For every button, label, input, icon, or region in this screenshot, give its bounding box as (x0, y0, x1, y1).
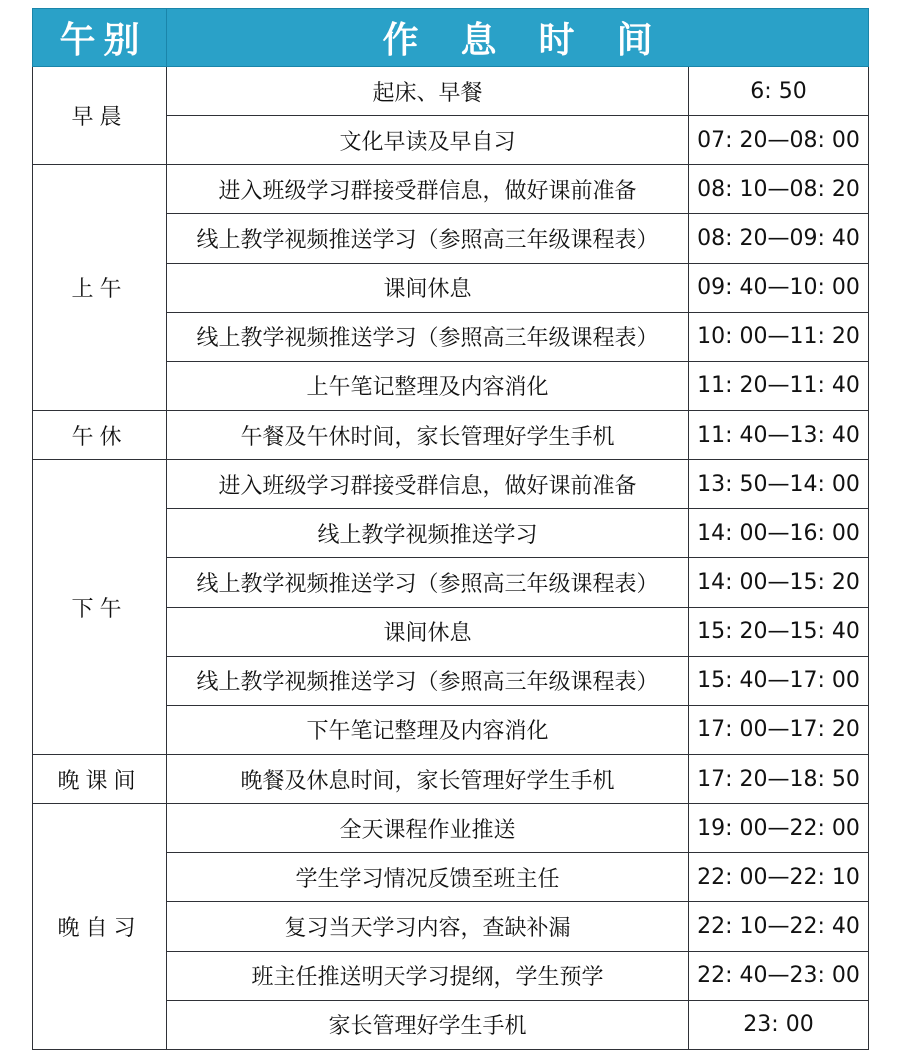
activity-cell: 线上教学视频推送学习（参照高三年级课程表） (167, 312, 689, 361)
time-cell: 15: 40—17: 00 (689, 656, 869, 705)
time-cell: 09: 40—10: 00 (689, 263, 869, 312)
time-cell: 10: 00—11: 20 (689, 312, 869, 361)
table-row (33, 67, 869, 116)
table-row (33, 165, 869, 214)
period-cell: 午休 (33, 410, 167, 459)
activity-cell: 课间休息 (167, 607, 689, 656)
time-cell: 19: 00—22: 00 (689, 804, 869, 853)
table-row (33, 804, 869, 853)
activity-cell: 文化早读及早自习 (167, 116, 689, 165)
activity-cell: 学生学习情况反馈至班主任 (167, 853, 689, 902)
time-cell: 14: 00—16: 00 (689, 509, 869, 558)
period-cell: 晚自习 (33, 804, 167, 1050)
activity-cell: 午餐及午休时间，家长管理好学生手机 (167, 410, 689, 459)
activity-cell: 线上教学视频推送学习（参照高三年级课程表） (167, 214, 689, 263)
activity-cell: 起床、早餐 (167, 67, 689, 116)
activity-cell: 晚餐及休息时间，家长管理好学生手机 (167, 754, 689, 803)
time-cell: 22: 00—22: 10 (689, 853, 869, 902)
activity-cell: 进入班级学习群接受群信息，做好课前准备 (167, 460, 689, 509)
activity-cell: 线上教学视频推送学习（参照高三年级课程表） (167, 656, 689, 705)
period-column-header: 午别 (33, 9, 167, 67)
table-header (33, 9, 869, 67)
time-cell: 17: 00—17: 20 (689, 705, 869, 754)
period-cell: 早晨 (33, 67, 167, 165)
activity-cell: 下午笔记整理及内容消化 (167, 705, 689, 754)
time-cell: 17: 20—18: 50 (689, 754, 869, 803)
time-cell: 14: 00—15: 20 (689, 558, 869, 607)
table-row (33, 460, 869, 509)
activity-cell: 上午笔记整理及内容消化 (167, 361, 689, 410)
period-cell: 上午 (33, 165, 167, 411)
activity-cell: 家长管理好学生手机 (167, 1000, 689, 1049)
time-cell: 15: 20—15: 40 (689, 607, 869, 656)
time-cell: 22: 10—22: 40 (689, 902, 869, 951)
activity-cell: 全天课程作业推送 (167, 804, 689, 853)
time-cell: 07: 20—08: 00 (689, 116, 869, 165)
activity-cell: 线上教学视频推送学习（参照高三年级课程表） (167, 558, 689, 607)
time-cell: 22: 40—23: 00 (689, 951, 869, 1000)
time-cell: 08: 10—08: 20 (689, 165, 869, 214)
table-row (33, 754, 869, 803)
activity-column-header: 作息时间 (167, 9, 869, 67)
time-cell: 11: 20—11: 40 (689, 361, 869, 410)
table-body (33, 67, 869, 1050)
activity-cell: 进入班级学习群接受群信息，做好课前准备 (167, 165, 689, 214)
activity-cell: 课间休息 (167, 263, 689, 312)
activity-cell: 班主任推送明天学习提纲，学生预学 (167, 951, 689, 1000)
schedule-table (32, 8, 869, 1050)
time-cell: 11: 40—13: 40 (689, 410, 869, 459)
time-cell: 23: 00 (689, 1000, 869, 1049)
activity-cell: 复习当天学习内容，查缺补漏 (167, 902, 689, 951)
header-row (33, 9, 869, 67)
period-cell: 下午 (33, 460, 167, 755)
period-cell: 晚课间 (33, 754, 167, 803)
time-cell: 6: 50 (689, 67, 869, 116)
time-cell: 13: 50—14: 00 (689, 460, 869, 509)
time-cell: 08: 20—09: 40 (689, 214, 869, 263)
activity-cell: 线上教学视频推送学习 (167, 509, 689, 558)
table-row (33, 410, 869, 459)
